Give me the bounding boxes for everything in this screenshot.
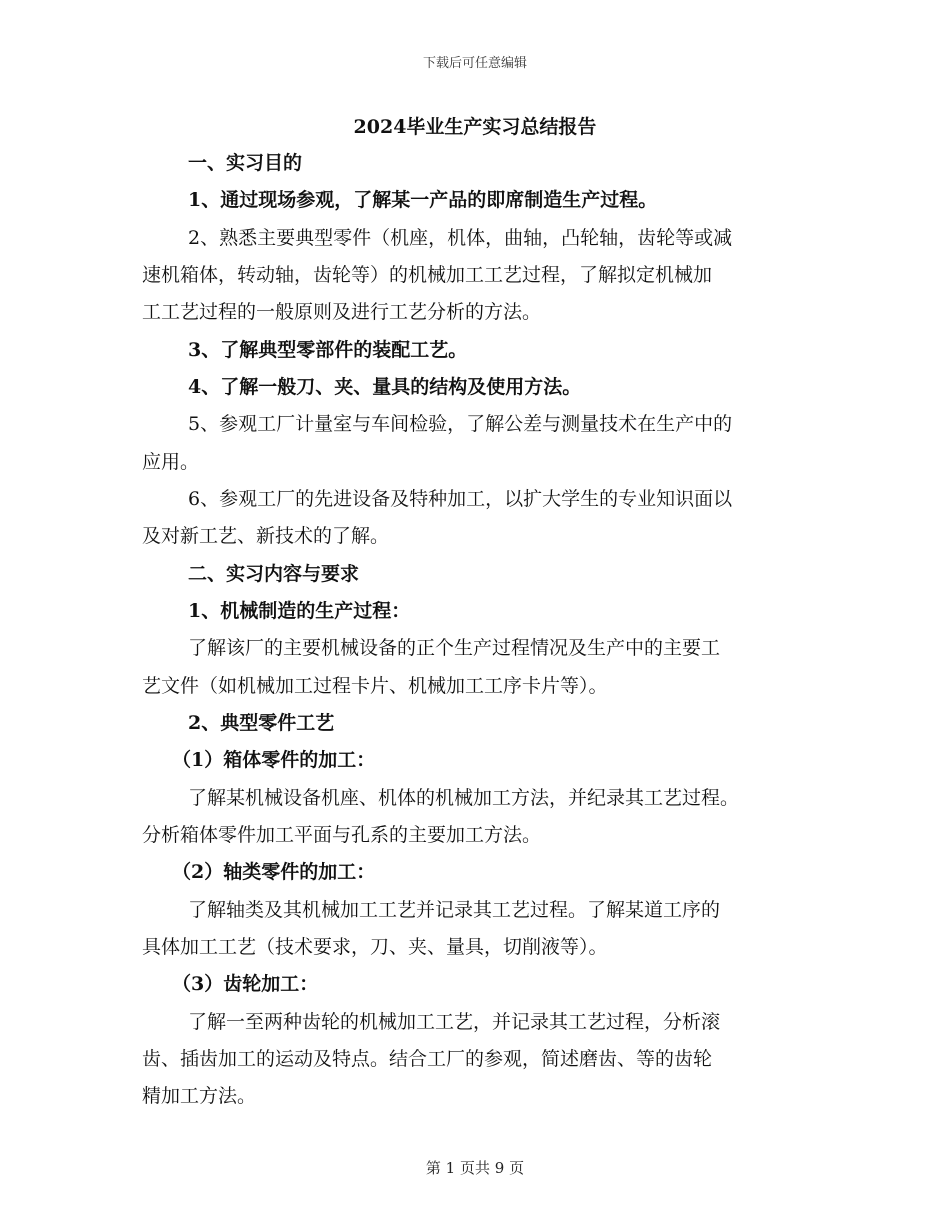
document-title: 2024毕业生产实习总结报告 — [353, 116, 597, 138]
paragraph-line: 4、了解一般刀、夹、量具的结构及使用方法。 — [188, 376, 582, 398]
paragraph-line: 1、通过现场参观，了解某一产品的即席制造生产过程。 — [188, 189, 658, 211]
paragraph-line: （3）齿轮加工： — [172, 973, 319, 995]
section-heading: 一、实习目的 — [188, 152, 303, 174]
paragraph-line: 分析箱体零件加工平面与孔系的主要加工方法。 — [142, 824, 542, 846]
paragraph-line: 工工艺过程的一般原则及进行工艺分析的方法。 — [142, 301, 542, 323]
paragraph-line: （1）箱体零件的加工： — [172, 749, 376, 771]
paragraph-line: （2）轴类零件的加工： — [172, 861, 376, 883]
paragraph-line: 2、典型零件工艺 — [188, 712, 335, 734]
paragraph-line: 3、了解典型零部件的装配工艺。 — [188, 339, 468, 361]
paragraph-line: 精加工方法。 — [142, 1085, 257, 1107]
paragraph-line: 1、机械制造的生产过程： — [188, 600, 411, 622]
paragraph-line: 具体加工工艺（技术要求，刀、夹、量具，切削液等）。 — [142, 936, 608, 958]
paragraph-line: 6、参观工厂的先进设备及特种加工，以扩大学生的专业知识面以 — [188, 488, 733, 510]
header-note: 下载后可任意编辑 — [422, 56, 527, 71]
paragraph-line: 了解该厂的主要机械设备的正个生产过程情况及生产中的主要工 — [188, 637, 721, 659]
paragraph-line: 了解轴类及其机械加工工艺并记录其工艺过程。了解某道工序的 — [188, 899, 721, 921]
paragraph-line: 应用。 — [142, 451, 200, 473]
paragraph-line: 了解某机械设备机座、机体的机械加工方法，并纪录其工艺过程。 — [188, 787, 740, 809]
paragraph-line: 了解一至两种齿轮的机械加工工艺，并记录其工艺过程，分析滚 — [188, 1011, 721, 1033]
paragraph-line: 5、参观工厂计量室与车间检验，了解公差与测量技术在生产中的 — [188, 413, 733, 435]
paragraph-line: 齿、插齿加工的运动及特点。结合工厂的参观，简述磨齿、等的齿轮 — [142, 1048, 713, 1070]
section-heading: 二、实习内容与要求 — [188, 563, 360, 585]
paragraph-line: 速机箱体，转动轴，齿轮等）的机械加工工艺过程，了解拟定机械加 — [142, 264, 713, 286]
paragraph-line: 及对新工艺、新技术的了解。 — [142, 525, 390, 547]
paragraph-line: 2、熟悉主要典型零件（机座，机体，曲轴，凸轮轴，齿轮等或减 — [188, 227, 733, 249]
paragraph-line: 艺文件（如机械加工过程卡片、机械加工工序卡片等）。 — [142, 675, 608, 697]
page-footer: 第 1 页共 9 页 — [425, 1159, 525, 1177]
